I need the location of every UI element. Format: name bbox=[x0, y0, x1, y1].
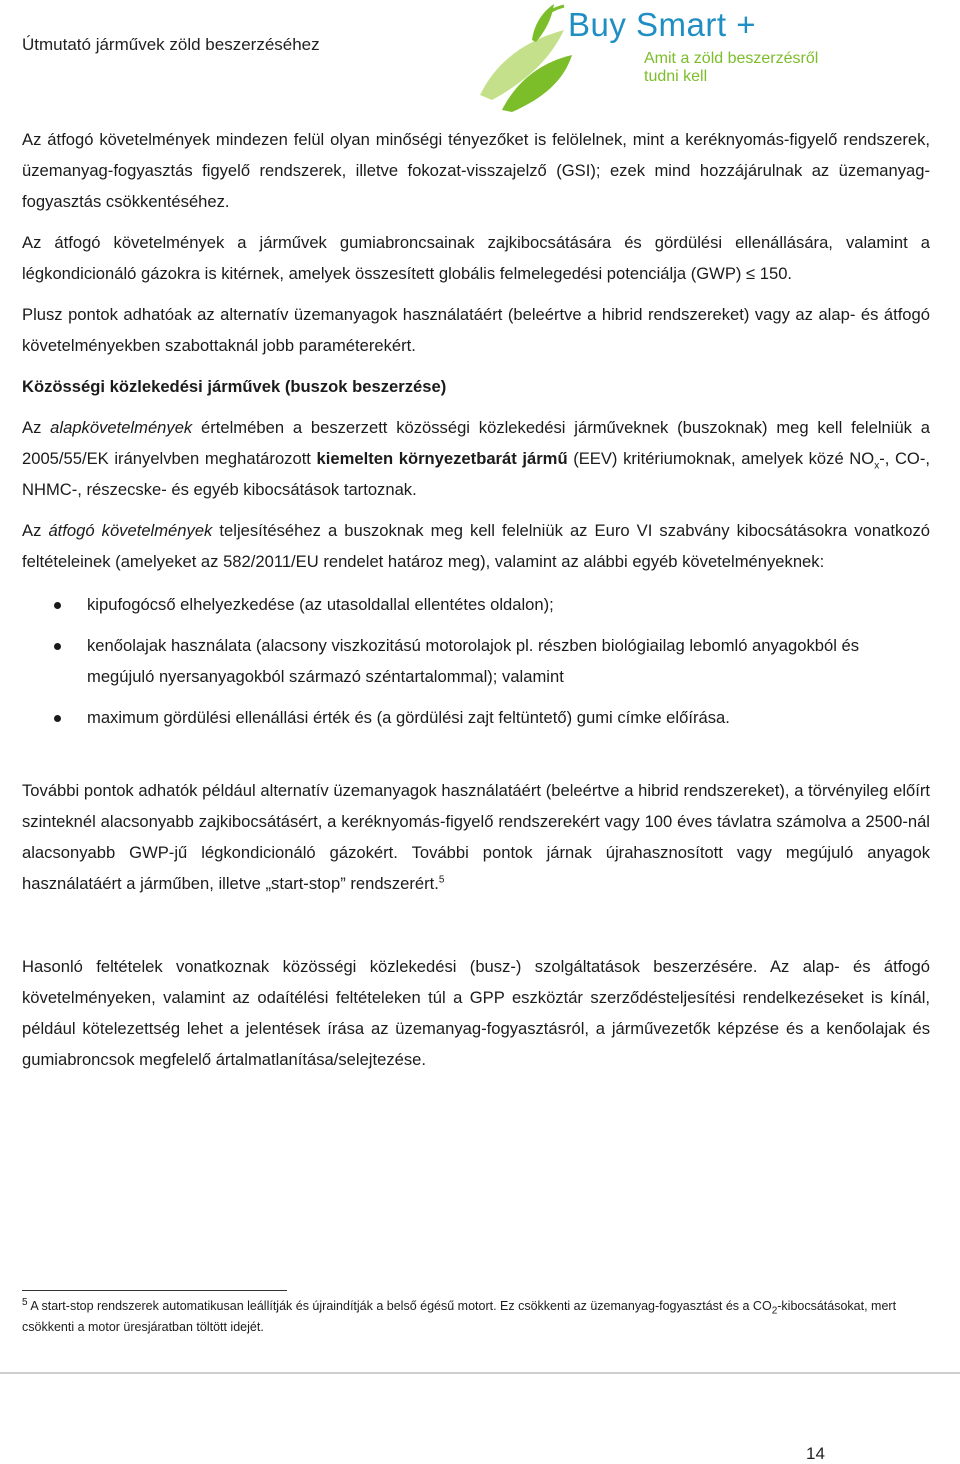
logo-tagline bbox=[644, 50, 818, 86]
paragraph-1: Az átfogó követelmények mindezen felül olyan minőségi tényezőket is felölelnek, mint a keréknyomás-figyelő rendszerek, üzemanyag-fogyasztás figyelő rendszerek, illetve fokozat-visszajelző (GSI); ezek mind hozzájárulnak az üzemanyag-fogyasztás csökkentéséhez. bbox=[22, 130, 930, 211]
list-item-text: maximum gördülési ellenállási érték és (a gördülési zajt feltüntető) gumi címke előírása. bbox=[87, 708, 730, 727]
logo-tagline-line-1: Amit a zöld beszerzésről bbox=[644, 50, 819, 67]
requirements-list bbox=[22, 589, 930, 733]
footnote-number: 5 bbox=[22, 1296, 28, 1308]
list-item-text: kipufogócső elhelyezkedése (az utasoldallal ellentétes oldalon); bbox=[87, 595, 554, 614]
bullet-icon bbox=[54, 643, 61, 650]
p4-strong: kiemelten környezetbarát jármű bbox=[316, 449, 568, 468]
footer-divider bbox=[0, 1372, 960, 1374]
p5-text-a: Az bbox=[22, 521, 49, 540]
p4-text-d: -, CO-, NHMC-, részecske- és egyéb kibocsátások tartoznak. bbox=[22, 449, 930, 499]
logo-tagline-line-2: tudni kell bbox=[644, 68, 708, 85]
footnote-reference[interactable]: 5 bbox=[438, 874, 445, 886]
paragraph-2: Az átfogó követelmények a járművek gumiabroncsainak zajkibocsátására és gördülési ellenállására, valamint a légkondicionáló gázokra is kitérnek, amelyek összesített globális felmelegedési potenciálja (GWP) ≤ 150. bbox=[22, 233, 930, 283]
page-number: 14 bbox=[806, 1444, 825, 1463]
list-item-text: kenőolajak használata (alacsony viszkozitású motorolajok pl. részben biológiailag lebomló anyagokból és megújuló nyersanyagokból származó széntartalommal); valamint bbox=[87, 636, 860, 686]
footnote-text-a: A start-stop rendszerek automatikusan leállítják és újraindítják a belső égésű motort. Ez csökkenti az üzemanyag-fogyasztást és a CO bbox=[27, 1299, 772, 1313]
p5-emphasis: átfogó követelmények bbox=[48, 521, 213, 540]
paragraph-5 bbox=[22, 515, 930, 577]
buy-smart-logo bbox=[472, 0, 942, 115]
p4-text-c: (EEV) kritériumoknak, amelyek közé NO bbox=[567, 449, 875, 468]
document-title: Útmutató járművek zöld beszerzéséhez bbox=[22, 35, 320, 54]
p4-text-a: Az bbox=[22, 418, 51, 437]
paragraph-6 bbox=[22, 775, 930, 899]
p4-subscript: x bbox=[874, 460, 880, 472]
p4-text-b: értelmében a beszerzett közösségi közlekedési járműveknek (buszoknak) meg kell felelniük a 2005/55/EK irányelvben meghatározott bbox=[22, 418, 930, 468]
document-body bbox=[22, 124, 930, 1075]
footnote-text-b: -kibocsátásokat, mert csökkenti a motor üresjáratban töltött idejét. bbox=[22, 1299, 897, 1334]
footnote-subscript: 2 bbox=[771, 1305, 778, 1317]
paragraph-3: Plusz pontok adhatóak az alternatív üzemanyagok használatáért (beleértve a hibrid rendszereket) vagy az alap- és átfogó követelményekben szabottaknál jobb paraméterekért. bbox=[22, 305, 930, 355]
p5-text-b: teljesítéséhez a buszoknak meg kell felelniük az Euro VI szabvány kibocsátásokra vonatkozó feltételeinek (amelyeket az 582/2011/EU rendelet határoz meg), valamint az alábbi egyéb követelményeknek: bbox=[22, 521, 930, 571]
section-heading: Közösségi közlekedési járművek (buszok beszerzése) bbox=[22, 377, 447, 396]
logo-wordmark: Buy Smart + bbox=[568, 6, 756, 43]
p4-emphasis: alapkövetelmények bbox=[50, 418, 193, 437]
footnote bbox=[22, 1296, 930, 1338]
list-item bbox=[22, 630, 930, 692]
leaf-logo-icon bbox=[472, 0, 582, 115]
bullet-icon bbox=[54, 715, 61, 722]
bullet-icon bbox=[54, 602, 61, 609]
p6-text: További pontok adhatók például alternatív üzemanyagok használatáért (beleértve a hibrid rendszereket), a törvényileg előírt szinteknél alacsonyabb zajkibocsátásért, a keréknyomás-figyelő rendszerekért vagy 100 éves távlatra számolva a 2500-nál alacsonyabb GWP-jű légkondicionáló gázokért. További pontok járnak újrahasznosított vagy megújuló anyagok használatáért a járműben, illetve „start-stop” rendszerért. bbox=[22, 781, 930, 893]
list-item bbox=[22, 702, 930, 733]
paragraph-4 bbox=[22, 412, 930, 505]
paragraph-7: Hasonló feltételek vonatkoznak közösségi közlekedési (busz-) szolgáltatások beszerzésére. Az alap- és átfogó követelményeken, valamint az odaítélési feltételeken túl a GPP eszköztár szerződésteljesítési rendelkezéseket is kínál, például kötelezettség lehet a jelentések írása az üzemanyag-fogyasztásról, a járművezetők képzése és a kenőolajak és gumiabroncsok megfelelő ártalmatlanítása/selejtezése. bbox=[22, 957, 930, 1069]
list-item bbox=[22, 589, 930, 620]
footnote-divider bbox=[22, 1290, 287, 1291]
